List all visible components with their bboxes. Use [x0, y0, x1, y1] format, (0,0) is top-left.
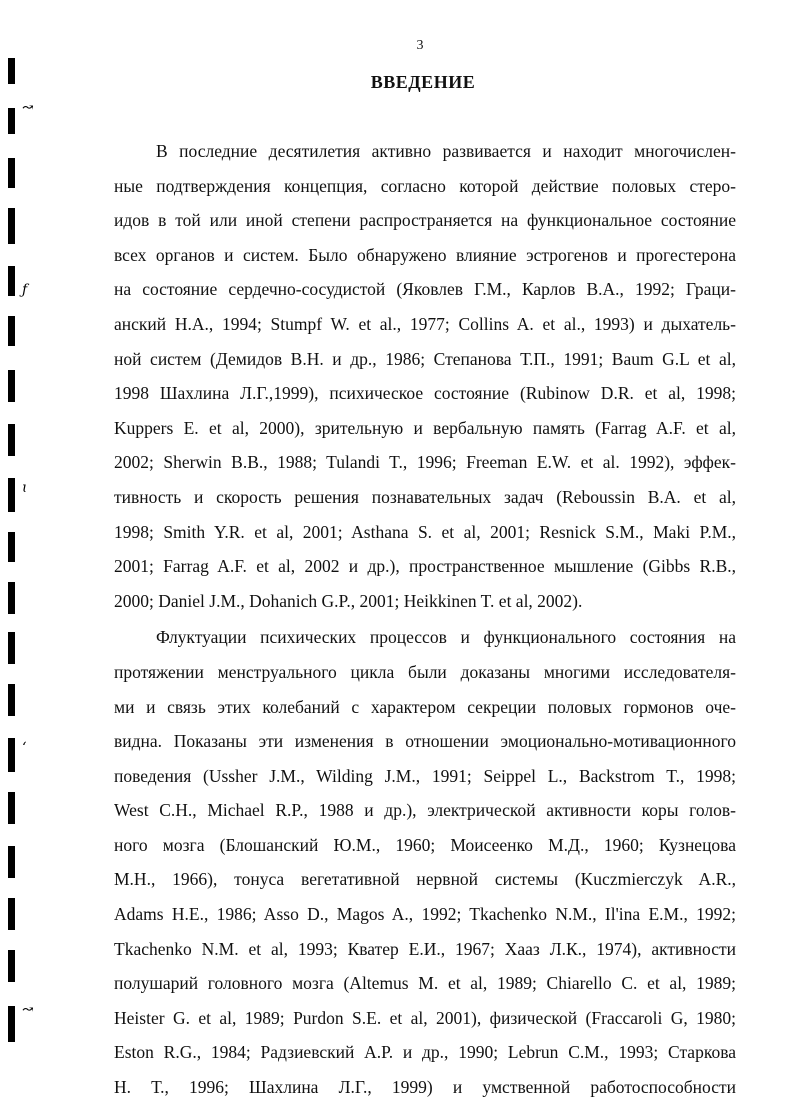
text-line: Eston R.G., 1984; Радзиевский А.Р. и др., 1990; Lebrun C.M., 1993; Старкова	[114, 1042, 736, 1063]
binding-mark	[8, 108, 15, 134]
binding-mark	[8, 632, 15, 664]
text-line: ми и связь этих колебаний с характером секреции половых гормонов оче-	[114, 696, 736, 717]
margin-scribble-icon: ƒ	[22, 282, 28, 298]
binding-mark	[8, 478, 15, 512]
text-line: ные подтверждения концепция, согласно которой действие половых стеро-	[114, 175, 736, 196]
binding-mark	[8, 158, 15, 188]
text-line: полушарий головного мозга (Altemus M. et al, 1989; Chiarello C. et al, 1989;	[114, 973, 736, 994]
text-line: 2000; Daniel J.M., Dohanich G.P., 2001; Heikkinen T. et al, 2002).	[114, 590, 583, 611]
text-line: на состояние сердечно-сосудистой (Яковлев Г.М., Карлов В.А., 1992; Граци-	[114, 279, 736, 300]
page-number: 3	[416, 38, 424, 53]
text-line: Kuppers E. et al, 2000), зрительную и вербальную память (Farrag A.F. et al,	[114, 417, 736, 438]
binding-mark	[8, 1006, 15, 1042]
text-line: поведения (Ussher J.M., Wilding J.M., 1991; Seippel L., Backstrom T., 1998;	[114, 765, 736, 786]
text-line: Н. Т., 1996; Шахлина Л.Г., 1999) и умственной работоспособности	[114, 1077, 736, 1098]
text-line: Heister G. et al, 1989; Purdon S.E. et al, 2001), физической (Fraccaroli G, 1980;	[114, 1007, 736, 1028]
paragraph-2	[114, 620, 736, 1104]
text-line: Adams H.E., 1986; Asso D., Magos A., 1992; Tkachenko N.M., Il'ina E.M., 1992;	[114, 904, 736, 925]
text-line: 1998; Smith Y.R. et al, 2001; Asthana S. et al, 2001; Resnick S.M., Maki P.M.,	[114, 521, 736, 542]
binding-mark	[8, 208, 15, 244]
binding-mark	[8, 316, 15, 346]
text-line: В последние десятилетия активно развивается и находит многочислен-	[156, 141, 736, 161]
text-line: тивность и скорость решения познавательных задач (Reboussin B.A. et al,	[114, 486, 736, 507]
text-line: 2002; Sherwin B.B., 1988; Tulandi T., 1996; Freeman E.W. et al. 1992), эффек-	[114, 452, 736, 473]
margin-scribble-icon: ʻ	[22, 740, 27, 756]
text-line: идов в той или иной степени распространяется на функциональное состояние	[114, 210, 736, 231]
binding-mark	[8, 792, 15, 824]
text-line: Флуктуации психических процессов и функционального состояния на	[156, 627, 736, 648]
text-line: 1998 Шахлина Л.Г.,1999), психическое состояние (Rubinow D.R. et al, 1998;	[114, 383, 736, 404]
text-line: видна. Показаны эти изменения в отношении эмоционально-мотивационного	[114, 731, 736, 752]
page-title: ВВЕДЕНИЕ	[370, 72, 476, 92]
text-line: анский Н.А., 1994; Stumpf W. et al., 1977; Collins A. et al., 1993) и дыхатель-	[114, 313, 736, 334]
binding-mark	[8, 266, 15, 296]
text-line: М.Н., 1966), тонуса вегетативной нервной системы (Kuczmierczyk A.R.,	[114, 869, 736, 890]
binding-mark	[8, 846, 15, 878]
text-line: протяжении менструального цикла были доказаны многими исследователя-	[114, 661, 736, 682]
margin-scribble-icon: ↝	[22, 1002, 34, 1018]
binding-mark	[8, 898, 15, 930]
binding-mark	[8, 684, 15, 716]
binding-mark	[8, 532, 15, 562]
paragraph-1	[114, 134, 736, 618]
binding-mark	[8, 950, 15, 982]
binding-mark	[8, 582, 15, 614]
text-line: всех органов и систем. Было обнаружено влияние эстрогенов и прогестерона	[114, 244, 736, 265]
text-line: West C.H., Michael R.P., 1988 и др.), электрической активности коры голов-	[114, 800, 736, 821]
binding-mark	[8, 370, 15, 402]
text-line: ного мозга (Блошанский Ю.М., 1960; Моисеенко М.Д., 1960; Кузнецова	[114, 834, 736, 855]
binding-mark	[8, 424, 15, 456]
text-line: ной систем (Демидов В.Н. и др., 1986; Степанова Т.П., 1991; Baum G.L et al,	[114, 348, 736, 369]
binding-mark	[8, 738, 15, 772]
text-line: Tkachenko N.M. et al, 1993; Кватер Е.И., 1967; Хааз Л.К., 1974), активности	[114, 938, 736, 959]
text-line: 2001; Farrag A.F. et al, 2002 и др.), пространственное мышление (Gibbs R.B.,	[114, 556, 736, 577]
margin-scribble-icon: ɩ	[22, 480, 28, 496]
body-text	[114, 134, 736, 1105]
margin-scribble-icon: ↝	[22, 100, 34, 116]
